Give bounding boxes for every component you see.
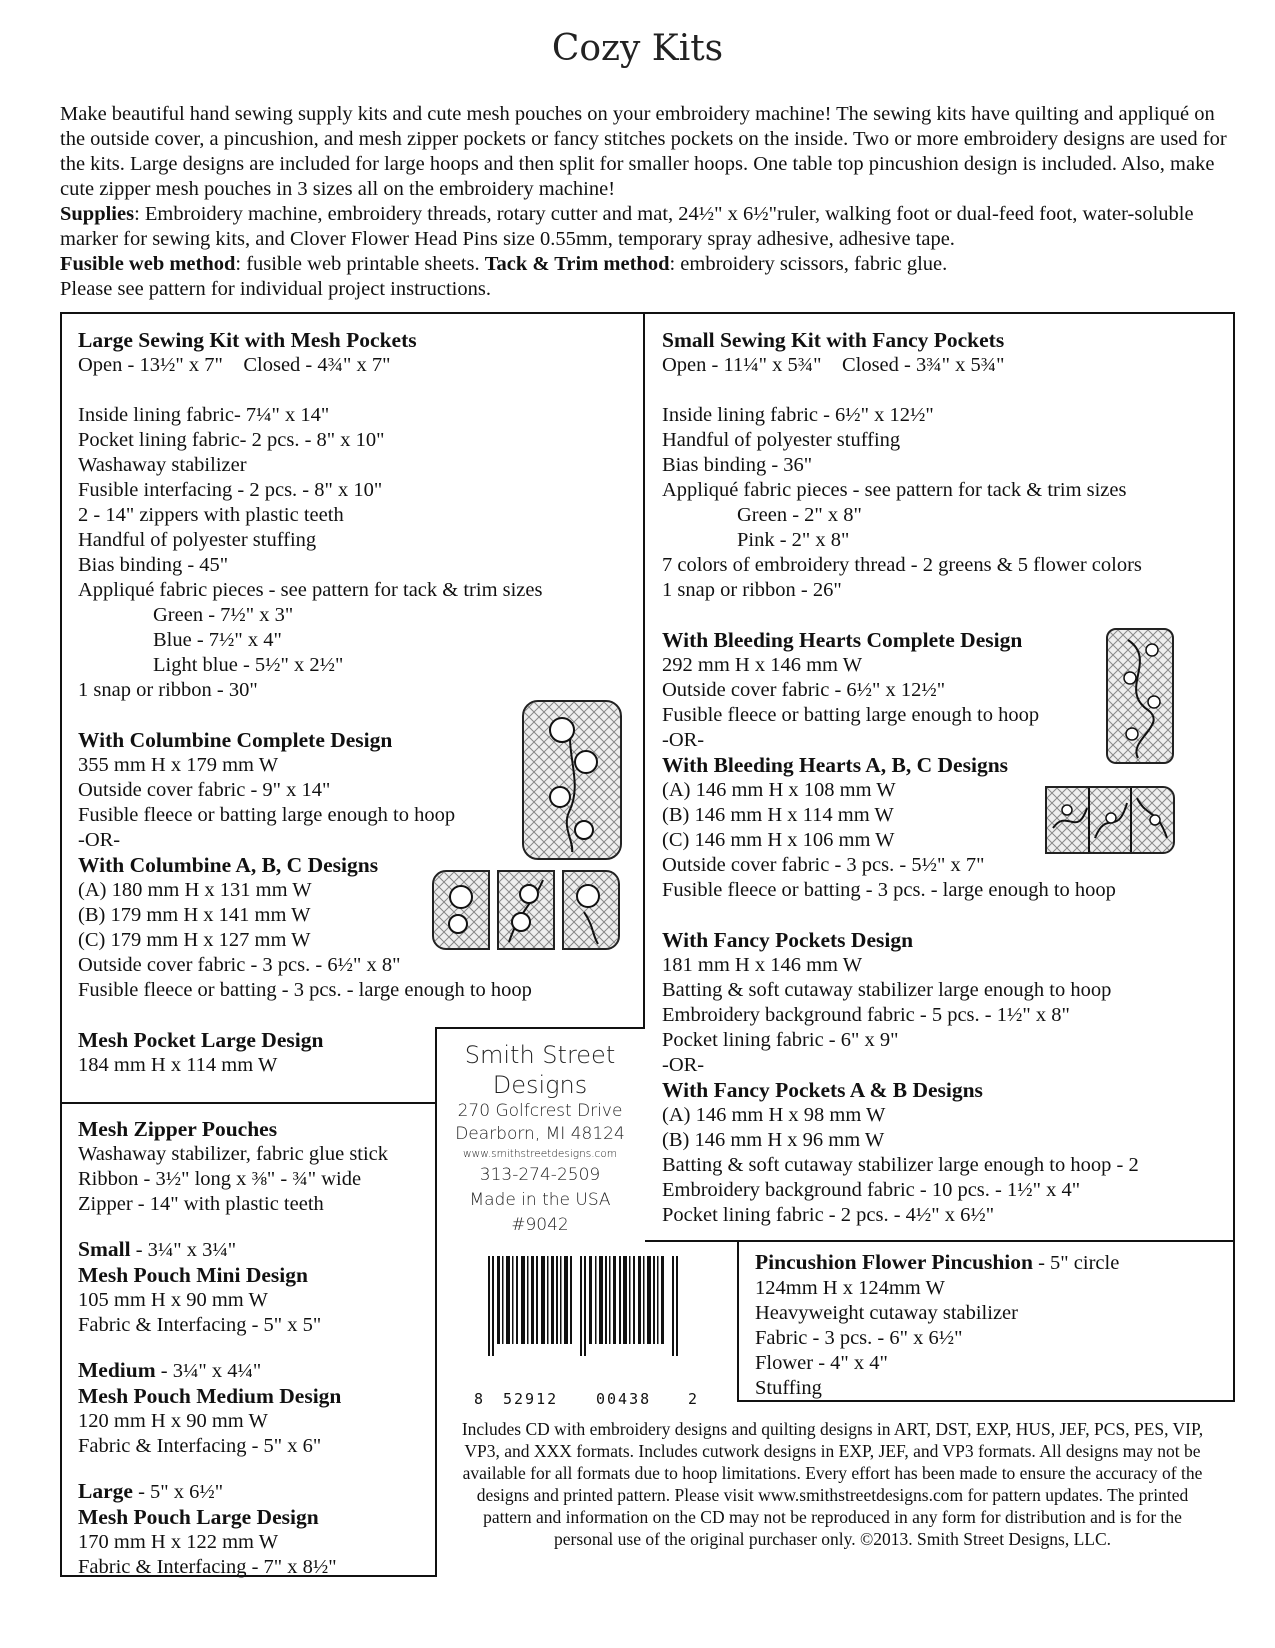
pincushion-line: Heavyweight cutaway stabilizer <box>755 1302 1018 1324</box>
or-divider: -OR- <box>78 829 121 851</box>
company-website: www.smithstreetdesigns.com <box>463 1148 617 1160</box>
fancy-pockets-ab-heading: With Fancy Pockets A & B Designs <box>662 1078 983 1102</box>
fp-line: Pocket lining fabric - 6" x 9" <box>662 1029 899 1051</box>
small-pouch-size <box>78 1237 433 1263</box>
pouches-line: Ribbon - 3½" long x ⅜" - ¾" wide <box>78 1168 362 1190</box>
or-divider: -OR- <box>662 1054 705 1076</box>
fusible-label: Fusible web method <box>60 253 236 275</box>
bleeding-hearts-heading: With Bleeding Hearts Complete Design <box>662 628 1023 652</box>
bleeding-hearts-abc-image <box>1045 786 1175 854</box>
company-name-1: Smith Street <box>464 1041 616 1069</box>
barcode-digit-1: 8 <box>474 1390 484 1408</box>
medium-design-heading: Mesh Pouch Medium Design <box>78 1384 342 1408</box>
methods-paragraph <box>60 252 1235 277</box>
applique-item: Green - 2" x 8" <box>737 504 862 526</box>
pouches-content <box>78 1117 433 1580</box>
extra-item: 1 snap or ribbon - 26" <box>662 579 842 601</box>
small-kit-heading: Small Sewing Kit with Fancy Pockets <box>662 328 1005 352</box>
columbine-design-image <box>522 700 622 860</box>
barcode <box>488 1256 678 1356</box>
pincushion-content <box>755 1250 1230 1401</box>
fusible-text: : fusible web printable sheets. <box>235 253 485 275</box>
bleeding-hearts-design-image <box>1106 628 1174 764</box>
supplies-text: : Embroidery machine, embroidery threads, rotary cutter and mat, 24½" x 6½"ruler, walking foot or dual-feed foot, water-soluble marker for sewing kits, and Clover Flower Head Pins size 0.55mm, temporary spray adhesive, adhesive tape. <box>60 203 1194 250</box>
columbine-b-image <box>497 870 555 950</box>
company-address-2: Dearborn, MI 48124 <box>455 1124 625 1144</box>
fp-ab-line: (B) 146 mm H x 96 mm W <box>662 1129 885 1151</box>
fp-line: Batting & soft cutaway stabilizer large enough to hoop <box>662 979 1112 1001</box>
small-kit-content <box>662 328 1227 1228</box>
see-pattern-note: Please see pattern for individual project instructions. <box>60 278 491 300</box>
small-label: Small <box>78 1237 131 1261</box>
barcode-digit-3: 00438 <box>596 1390 652 1408</box>
pincushion-size: - 5" circle <box>1032 1252 1120 1274</box>
columbine-c-image <box>562 870 620 950</box>
columbine-abc-line: (C) 179 mm H x 127 mm W <box>78 929 311 951</box>
fp-ab-line: (A) 146 mm H x 98 mm W <box>662 1104 886 1126</box>
pincushion-line: Stuffing <box>755 1377 822 1399</box>
material-item: Handful of polyester stuffing <box>662 429 901 451</box>
large-pouch-size <box>78 1479 433 1505</box>
pouches-line: Washaway stabilizer, fabric glue stick <box>78 1143 389 1165</box>
mesh-pocket-heading: Mesh Pocket Large Design <box>78 1028 324 1052</box>
tack-text: : embroidery scissors, fabric glue. <box>669 253 948 275</box>
supplies-paragraph <box>60 202 1235 252</box>
pincushion-line: 124mm H x 124mm W <box>755 1277 945 1299</box>
columbine-line: 355 mm H x 179 mm W <box>78 754 279 776</box>
fp-line: Embroidery background fabric - 5 pcs. - 1½" x 8" <box>662 1004 1070 1026</box>
small-design-heading: Mesh Pouch Mini Design <box>78 1263 308 1287</box>
tack-label: Tack & Trim method <box>484 253 670 275</box>
bh-line: Outside cover fabric - 6½" x 12½" <box>662 679 946 701</box>
large-size: - 5" x 6½" <box>132 1481 224 1503</box>
bh-abc-line: Outside cover fabric - 3 pcs. - 5½" x 7" <box>662 854 985 876</box>
pouches-line: Zipper - 14" with plastic teeth <box>78 1193 324 1215</box>
material-item: Inside lining fabric- 7¼" x 14" <box>78 404 330 426</box>
bh-line: Fusible fleece or batting large enough to hoop <box>662 704 1040 726</box>
columbine-line: Outside cover fabric - 9" x 14" <box>78 779 331 801</box>
fp-ab-line: Batting & soft cutaway stabilizer large enough to hoop - 2 <box>662 1154 1139 1176</box>
medium-pouch-size <box>78 1358 433 1384</box>
snap-item: 1 snap or ribbon - 30" <box>78 679 258 701</box>
mesh-pocket-line: 184 mm H x 114 mm W <box>78 1054 278 1076</box>
fp-ab-line: Embroidery background fabric - 10 pcs. - 1½" x 4" <box>662 1179 1081 1201</box>
company-phone: 313-274-2509 <box>479 1165 601 1185</box>
medium-line: Fabric & Interfacing - 5" x 6" <box>78 1435 322 1457</box>
page-title: Cozy Kits <box>551 28 724 69</box>
pincushion-line: Fabric - 3 pcs. - 6" x 6½" <box>755 1327 963 1349</box>
material-item: 2 - 14" zippers with plastic teeth <box>78 504 344 526</box>
columbine-abc-line: (A) 180 mm H x 131 mm W <box>78 879 312 901</box>
material-item: Pocket lining fabric- 2 pcs. - 8" x 10" <box>78 429 385 451</box>
intro-block <box>60 102 1235 302</box>
columbine-heading: With Columbine Complete Design <box>78 728 393 752</box>
applique-item: Blue - 7½" x 4" <box>153 629 282 651</box>
extra-item: 7 colors of embroidery thread - 2 greens & 5 flower colors <box>662 554 1142 576</box>
small-line: Fabric & Interfacing - 5" x 5" <box>78 1314 322 1336</box>
material-item: Bias binding - 36" <box>662 454 813 476</box>
pincushion-heading: Pincushion Flower Pincushion <box>755 1250 1033 1274</box>
material-item: Bias binding - 45" <box>78 554 229 576</box>
small-line: 105 mm H x 90 mm W <box>78 1289 268 1311</box>
company-address-1: 270 Golfcrest Drive <box>457 1101 623 1121</box>
columbine-a-image <box>432 870 490 950</box>
medium-size: - 3¼" x 4¼" <box>155 1360 262 1382</box>
large-label: Large <box>78 1479 133 1503</box>
large-design-heading: Mesh Pouch Large Design <box>78 1505 319 1529</box>
medium-label: Medium <box>78 1358 156 1382</box>
material-item: Inside lining fabric - 6½" x 12½" <box>662 404 934 426</box>
bh-abc-line: Fusible fleece or batting - 3 pcs. - large enough to hoop <box>662 879 1116 901</box>
supplies-label: Supplies <box>60 203 135 225</box>
applique-item: Pink - 2" x 8" <box>737 529 850 551</box>
material-item: Appliqué fabric pieces - see pattern for tack & trim sizes <box>662 479 1127 501</box>
material-item: Handful of polyester stuffing <box>78 529 317 551</box>
fp-line: 181 mm H x 146 mm W <box>662 954 863 976</box>
medium-line: 120 mm H x 90 mm W <box>78 1410 268 1432</box>
columbine-abc-line: (B) 179 mm H x 141 mm W <box>78 904 311 926</box>
bleeding-hearts-abc-heading: With Bleeding Hearts A, B, C Designs <box>662 753 1009 777</box>
fancy-pockets-heading: With Fancy Pockets Design <box>662 928 914 952</box>
item-number: #9042 <box>511 1215 569 1235</box>
large-line: Fabric & Interfacing - 7" x 8½" <box>78 1556 337 1578</box>
pincushion-title <box>755 1250 1230 1276</box>
columbine-line: Fusible fleece or batting large enough to hoop <box>78 804 456 826</box>
pincushion-line: Flower - 4" x 4" <box>755 1352 888 1374</box>
barcode-digit-4: 2 <box>688 1390 698 1408</box>
bh-abc-line: (A) 146 mm H x 108 mm W <box>662 779 896 801</box>
material-item: Washaway stabilizer <box>78 454 247 476</box>
columbine-abc-line: Fusible fleece or batting - 3 pcs. - large enough to hoop <box>78 979 532 1001</box>
barcode-digit-2: 52912 <box>503 1390 559 1408</box>
pouches-heading: Mesh Zipper Pouches <box>78 1117 278 1141</box>
large-kit-heading: Large Sewing Kit with Mesh Pockets <box>78 328 417 352</box>
large-kit-size: Open - 13½" x 7" Closed - 4¾" x 7" <box>78 354 391 376</box>
applique-item: Light blue - 5½" x 2½" <box>153 654 344 676</box>
made-in-usa: Made in the USA <box>469 1190 611 1210</box>
intro-paragraph: Make beautiful hand sewing supply kits and cute mesh pouches on your embroidery machine! The sewing kits have quilting and appliqué on the outside cover, a pincushion, and mesh zipper pockets or fancy stitches pockets on the inside. Two or more embroidery designs are used for the kits. Large designs are included for large hoops and then split for smaller hoops. One table top pincushion design is included. Also, make cute zipper mesh pouches in 3 sizes all on the embroidery machine! <box>60 103 1227 200</box>
material-item: Fusible interfacing - 2 pcs. - 8" x 10" <box>78 479 383 501</box>
bh-line: 292 mm H x 146 mm W <box>662 654 863 676</box>
company-name-2: Designs <box>492 1071 588 1099</box>
large-line: 170 mm H x 122 mm W <box>78 1531 279 1553</box>
fp-ab-line: Pocket lining fabric - 2 pcs. - 4½" x 6½" <box>662 1204 995 1226</box>
or-divider: -OR- <box>662 729 705 751</box>
small-kit-size: Open - 11¼" x 5¾" Closed - 3¾" x 5¾" <box>662 354 1005 376</box>
columbine-abc-line: Outside cover fabric - 3 pcs. - 6½" x 8" <box>78 954 401 976</box>
footer-fine-print: Includes CD with embroidery designs and quilting designs in ART, DST, EXP, HUS, JEF, PCS, PES, VIP, VP3, and XXX formats. Includes cutwork designs in EXP, JEF, and VP3 formats. All designs may not be available for all formats due to hoop limitations. Every effort has been made to ensure the accuracy of the designs and printed pattern. Please visit www.smithstreetdesigns.com for pattern updates. The printed pattern and information on the CD may not be reproduced in any form for distribution and is for the personal use of the original purchaser only. ©2013. Smith Street Designs, LLC. <box>461 1419 1204 1549</box>
company-block <box>437 1040 643 1238</box>
material-item: Appliqué fabric pieces - see pattern for tack & trim sizes <box>78 579 543 601</box>
bh-abc-line: (B) 146 mm H x 114 mm W <box>662 804 894 826</box>
small-size: - 3¼" x 3¼" <box>130 1239 237 1261</box>
columbine-abc-heading: With Columbine A, B, C Designs <box>78 853 379 877</box>
applique-item: Green - 7½" x 3" <box>153 604 294 626</box>
bh-abc-line: (C) 146 mm H x 106 mm W <box>662 829 895 851</box>
